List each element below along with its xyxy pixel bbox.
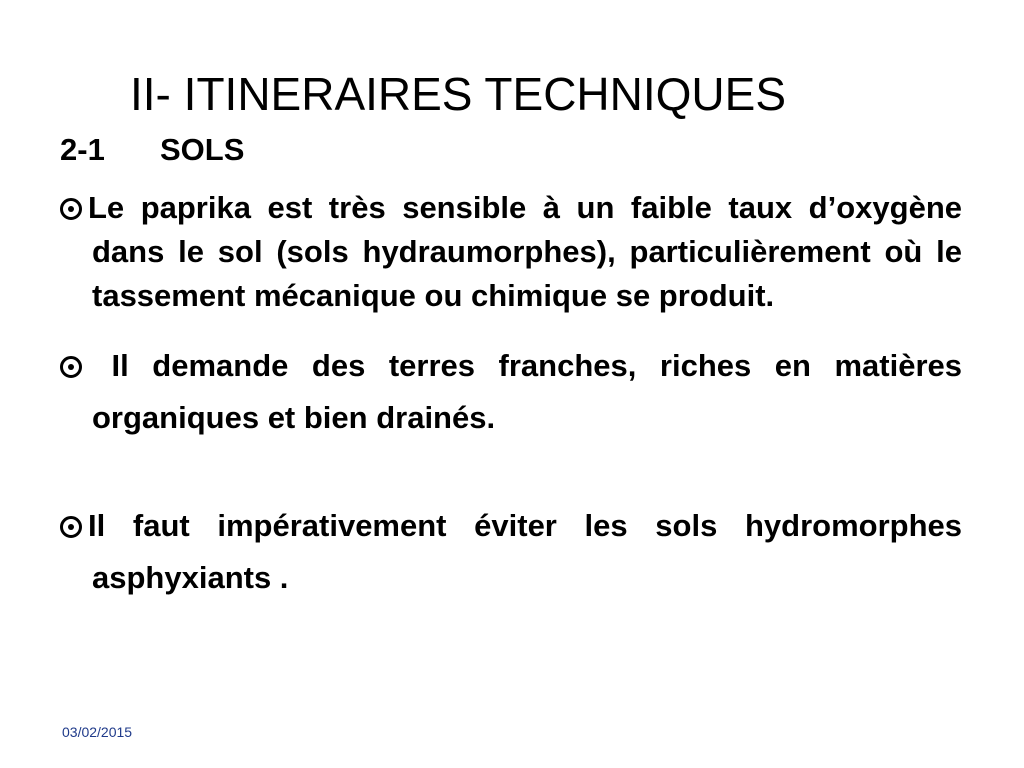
target-bullet-icon xyxy=(60,516,82,538)
target-bullet-icon xyxy=(60,198,82,220)
section-title: SOLS xyxy=(160,132,245,167)
section-number: 2-1 xyxy=(60,132,105,167)
bullet-text: Il demande des terres franches, riches en matières organiques et bien drainés. xyxy=(88,348,962,435)
bullet-text: Le paprika est très sensible à un faible taux d’oxygène dans le sol (sols hydraumorphes), particulièrement où le tassement mécanique ou chimique se produit. xyxy=(88,190,962,313)
target-bullet-icon xyxy=(60,356,82,378)
slide-title: II- ITINERAIRES TECHNIQUES xyxy=(130,67,787,120)
footer-date: 03/02/2015 xyxy=(62,724,133,740)
bullet-item xyxy=(60,500,962,604)
bullet-item xyxy=(60,340,962,444)
bullet-item xyxy=(60,186,962,318)
bullet-text: Il faut impérativement éviter les sols hydromorphes asphyxiants . xyxy=(88,508,962,595)
section-heading xyxy=(60,132,244,168)
